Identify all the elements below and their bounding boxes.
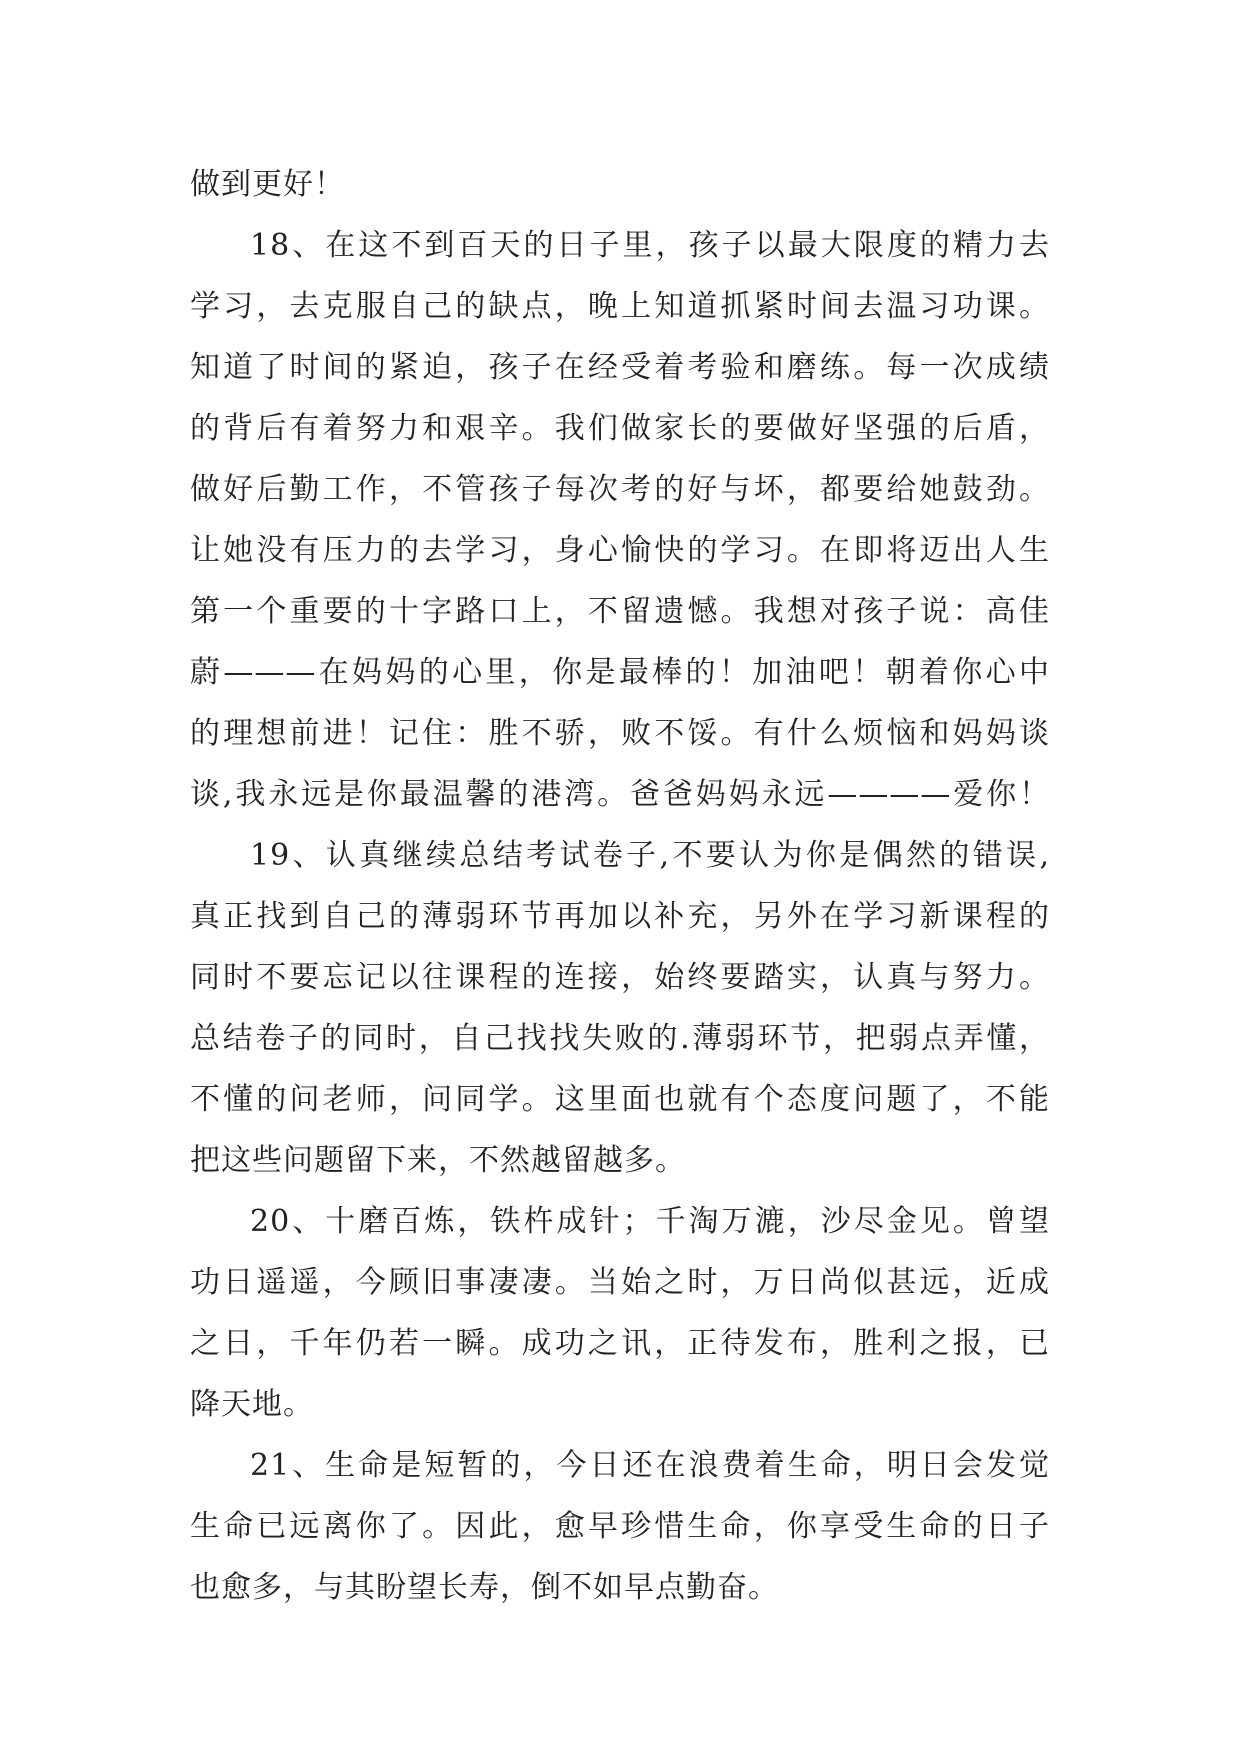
text-line: 不懂的问老师，问同学。这里面也就有个态度问题了，不能 (190, 1082, 1050, 1117)
text-line: 的理想前进！记住：胜不骄，败不馁。有什么烦恼和妈妈谈 (190, 716, 1050, 751)
text-line: 21、生命是短暂的，今日还在浪费着生命，明日会发觉 (250, 1448, 1050, 1483)
text-line: 总结卷子的同时，自己找找失败的.薄弱环节，把弱点弄懂， (190, 1021, 1050, 1056)
text-line: 做好后勤工作，不管孩子每次考的好与坏，都要给她鼓劲。 (190, 472, 1050, 507)
text-line: 真正找到自己的薄弱环节再加以补充，另外在学习新课程的 (190, 899, 1050, 934)
text-line: 之日，千年仍若一瞬。成功之讯，正待发布，胜利之报，已 (190, 1326, 1050, 1361)
text-line: 做到更好！ (190, 167, 345, 202)
text-line: 蔚———在妈妈的心里，你是最棒的！加油吧！朝着你心中 (190, 655, 1050, 690)
text-line: 学习，去克服自己的缺点，晚上知道抓紧时间去温习功课。 (190, 289, 1050, 324)
text-line: 18、在这不到百天的日子里，孩子以最大限度的精力去 (250, 228, 1050, 263)
text-line: 生命已远离你了。因此，愈早珍惜生命，你享受生命的日子 (190, 1509, 1050, 1544)
document-body (190, 154, 1050, 1618)
text-line: 也愈多，与其盼望长寿，倒不如早点勤奋。 (190, 1570, 779, 1605)
text-line: 20、十磨百炼，铁杵成针；千淘万漉，沙尽金见。曾望 (250, 1204, 1050, 1239)
text-line: 降天地。 (190, 1387, 314, 1422)
text-line: 19、认真继续总结考试卷子,不要认为你是偶然的错误, (250, 838, 1050, 873)
text-line: 谈,我永远是你最温馨的港湾。爸爸妈妈永远————爱你！ (190, 777, 1050, 812)
text-line: 第一个重要的十字路口上，不留遗憾。我想对孩子说：高佳 (190, 594, 1050, 629)
text-line: 的背后有着努力和艰辛。我们做家长的要做好坚强的后盾， (190, 411, 1050, 446)
text-line: 同时不要忘记以往课程的连接，始终要踏实，认真与努力。 (190, 960, 1050, 995)
text-line: 把这些问题留下来，不然越留越多。 (190, 1143, 686, 1178)
text-line: 让她没有压力的去学习，身心愉快的学习。在即将迈出人生 (190, 533, 1050, 568)
text-line: 知道了时间的紧迫，孩子在经受着考验和磨练。每一次成绩 (190, 350, 1050, 385)
text-line: 功日遥遥，今顾旧事凄凄。当始之时，万日尚似甚远，近成 (190, 1265, 1050, 1300)
